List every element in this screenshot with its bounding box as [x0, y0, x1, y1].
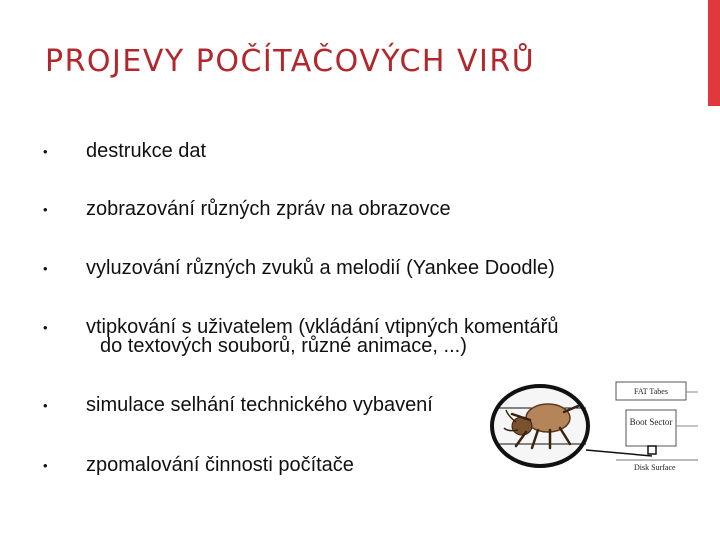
bullet-dot: • — [43, 320, 48, 335]
bullet-text: destrukce dat — [86, 140, 207, 162]
bullet-dot: • — [43, 202, 48, 217]
boot-sector-label: Boot Sector — [629, 417, 673, 427]
bullet-text-line: do textových souborů, různé animace, ...) — [100, 335, 467, 357]
bullet-text — [86, 318, 558, 356]
pointer-line — [586, 450, 652, 456]
bullet-dot: • — [43, 261, 48, 276]
bullet-text-line: vtipkování s uživatelem (vkládání vtipných komentářů — [86, 316, 559, 338]
bullet-dot: • — [43, 144, 48, 159]
bullet-dot: • — [43, 398, 48, 413]
bullet-dot: • — [43, 458, 48, 473]
disk-virus-figure — [486, 380, 698, 476]
disk-surface-label: Disk Surface — [634, 463, 676, 472]
bullet-text: zpomalování činnosti počítače — [86, 454, 354, 476]
bullet-text: zobrazování různých zpráv na obrazovce — [86, 198, 451, 220]
fat-tables-label: FAT Tabes — [634, 387, 668, 396]
boot-sector-box — [626, 410, 676, 446]
infected-sector-marker — [648, 446, 656, 454]
bullet-text: simulace selhání technického vybavení — [86, 394, 433, 416]
slide-title: PROJEVY POČÍTAČOVÝCH VIRŮ — [45, 44, 536, 79]
bullet-text: vyluzování různých zvuků a melodií (Yankee Doodle) — [86, 257, 555, 279]
